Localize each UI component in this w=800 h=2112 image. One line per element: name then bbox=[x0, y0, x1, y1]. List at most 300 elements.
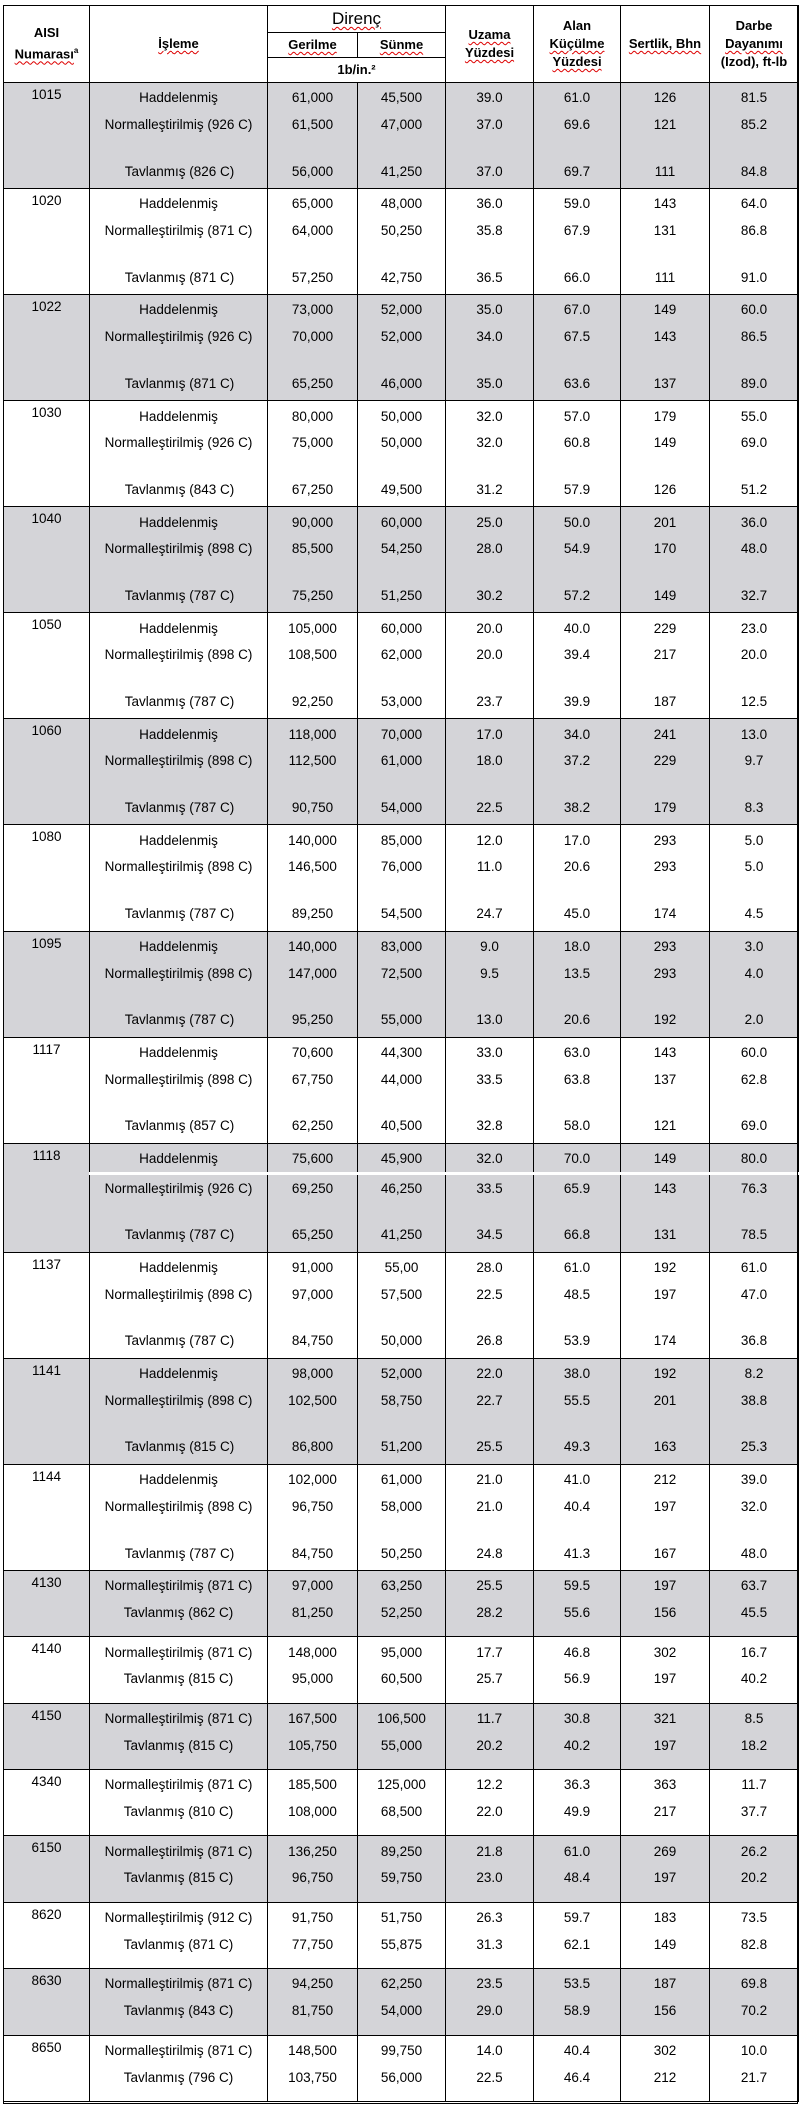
table-row bbox=[4, 1799, 799, 1836]
steel-group-6150 bbox=[4, 1836, 799, 1902]
hardness-cell: 201 bbox=[621, 507, 710, 536]
elongation-cell: 21.8 bbox=[446, 1836, 534, 1865]
yield-cell: 55,875 bbox=[358, 1931, 446, 1968]
impact-cell: 48.0 bbox=[710, 536, 799, 583]
aisi-number: 1141 bbox=[4, 1358, 90, 1464]
table-row bbox=[4, 507, 799, 536]
steel-group-1117 bbox=[4, 1037, 799, 1143]
tensile-cell: 81,750 bbox=[268, 1998, 358, 2035]
aisi-number: 8630 bbox=[4, 1969, 90, 2035]
process-cell: Haddelenmiş bbox=[90, 401, 268, 430]
yield-cell: 58,750 bbox=[358, 1387, 446, 1434]
table-row bbox=[4, 1143, 799, 1174]
table-row bbox=[4, 1464, 799, 1493]
elongation-cell: 25.0 bbox=[446, 507, 534, 536]
elongation-cell: 22.5 bbox=[446, 2064, 534, 2101]
elongation-cell: 25.5 bbox=[446, 1570, 534, 1599]
impact-cell: 55.0 bbox=[710, 401, 799, 430]
area-reduction-cell: 49.9 bbox=[534, 1799, 621, 1836]
aisi-number: 1015 bbox=[4, 83, 90, 189]
yield-cell: 62,000 bbox=[358, 642, 446, 689]
process-cell: Tavlanmış (787 C) bbox=[90, 583, 268, 613]
impact-cell: 84.8 bbox=[710, 158, 799, 188]
tensile-cell: 75,000 bbox=[268, 430, 358, 477]
tensile-cell: 148,000 bbox=[268, 1637, 358, 1666]
impact-cell: 8.3 bbox=[710, 795, 799, 825]
process-cell: Tavlanmış (787 C) bbox=[90, 1222, 268, 1252]
header-aisi-line2: Numarası bbox=[14, 46, 74, 62]
area-reduction-cell: 17.0 bbox=[534, 825, 621, 854]
elongation-cell: 28.2 bbox=[446, 1600, 534, 1637]
tensile-cell: 89,250 bbox=[268, 901, 358, 931]
process-cell: Tavlanmış (826 C) bbox=[90, 158, 268, 188]
table-row bbox=[4, 1540, 799, 1570]
impact-cell: 45.5 bbox=[710, 1600, 799, 1637]
yield-cell: 45,900 bbox=[358, 1143, 446, 1174]
table-row bbox=[4, 158, 799, 188]
process-cell: Haddelenmiş bbox=[90, 507, 268, 536]
process-cell: Tavlanmış (810 C) bbox=[90, 1799, 268, 1836]
elongation-cell: 17.0 bbox=[446, 719, 534, 748]
tensile-cell: 118,000 bbox=[268, 719, 358, 748]
process-cell: Normalleştirilmiş (926 C) bbox=[90, 1174, 268, 1222]
hardness-cell: 143 bbox=[621, 1037, 710, 1066]
process-cell: Haddelenmiş bbox=[90, 613, 268, 642]
area-reduction-cell: 57.0 bbox=[534, 401, 621, 430]
process-cell: Normalleştirilmiş (926 C) bbox=[90, 430, 268, 477]
elongation-cell: 37.0 bbox=[446, 158, 534, 188]
impact-cell: 63.7 bbox=[710, 1570, 799, 1599]
elongation-cell: 36.0 bbox=[446, 189, 534, 218]
yield-cell: 68,500 bbox=[358, 1799, 446, 1836]
table-row bbox=[4, 1770, 799, 1799]
aisi-number: 1050 bbox=[4, 613, 90, 719]
table-row bbox=[4, 1931, 799, 1968]
area-reduction-cell: 39.9 bbox=[534, 689, 621, 719]
tensile-cell: 167,500 bbox=[268, 1703, 358, 1732]
impact-cell: 86.8 bbox=[710, 218, 799, 265]
hardness-cell: 137 bbox=[621, 1066, 710, 1113]
hardness-cell: 167 bbox=[621, 1540, 710, 1570]
yield-cell: 55,000 bbox=[358, 1732, 446, 1769]
hardness-cell: 293 bbox=[621, 931, 710, 960]
table-row bbox=[4, 613, 799, 642]
elongation-cell: 35.0 bbox=[446, 371, 534, 401]
area-reduction-cell: 61.0 bbox=[534, 1252, 621, 1281]
impact-cell: 37.7 bbox=[710, 1799, 799, 1836]
tensile-cell: 140,000 bbox=[268, 931, 358, 960]
tensile-cell: 147,000 bbox=[268, 960, 358, 1007]
tensile-cell: 70,000 bbox=[268, 324, 358, 371]
area-reduction-cell: 67.9 bbox=[534, 218, 621, 265]
header-aisi bbox=[4, 6, 90, 83]
process-cell: Normalleştirilmiş (871 C) bbox=[90, 1770, 268, 1799]
process-cell: Normalleştirilmiş (898 C) bbox=[90, 1387, 268, 1434]
steel-group-8650 bbox=[4, 2035, 799, 2101]
yield-cell: 44,000 bbox=[358, 1066, 446, 1113]
area-reduction-cell: 13.5 bbox=[534, 960, 621, 1007]
hardness-cell: 131 bbox=[621, 218, 710, 265]
tensile-cell: 96,750 bbox=[268, 1865, 358, 1902]
aisi-number: 4130 bbox=[4, 1570, 90, 1636]
area-reduction-cell: 38.2 bbox=[534, 795, 621, 825]
impact-cell: 32.0 bbox=[710, 1494, 799, 1541]
hardness-cell: 163 bbox=[621, 1434, 710, 1464]
process-cell: Tavlanmış (871 C) bbox=[90, 1931, 268, 1968]
yield-cell: 51,750 bbox=[358, 1902, 446, 1931]
process-cell: Haddelenmiş bbox=[90, 931, 268, 960]
area-reduction-cell: 61.0 bbox=[534, 83, 621, 112]
table-row bbox=[4, 1494, 799, 1541]
yield-cell: 54,250 bbox=[358, 536, 446, 583]
table-row bbox=[4, 1007, 799, 1037]
aisi-number: 8620 bbox=[4, 1902, 90, 1968]
area-reduction-cell: 65.9 bbox=[534, 1174, 621, 1222]
steel-group-1040 bbox=[4, 507, 799, 613]
process-cell: Normalleştirilmiş (871 C) bbox=[90, 1637, 268, 1666]
tensile-cell: 97,000 bbox=[268, 1570, 358, 1599]
yield-cell: 47,000 bbox=[358, 112, 446, 159]
table-row bbox=[4, 689, 799, 719]
elongation-cell: 33.0 bbox=[446, 1037, 534, 1066]
area-reduction-cell: 63.0 bbox=[534, 1037, 621, 1066]
steel-group-4340 bbox=[4, 1770, 799, 1836]
yield-cell: 56,000 bbox=[358, 2064, 446, 2101]
process-cell: Normalleştirilmiş (898 C) bbox=[90, 1281, 268, 1328]
area-reduction-cell: 40.0 bbox=[534, 613, 621, 642]
process-cell: Tavlanmış (857 C) bbox=[90, 1113, 268, 1143]
steel-group-1015 bbox=[4, 83, 799, 189]
yield-cell: 51,250 bbox=[358, 583, 446, 613]
elongation-cell: 18.0 bbox=[446, 748, 534, 795]
area-reduction-cell: 63.8 bbox=[534, 1066, 621, 1113]
yield-cell: 54,500 bbox=[358, 901, 446, 931]
tensile-cell: 70,600 bbox=[268, 1037, 358, 1066]
elongation-cell: 20.0 bbox=[446, 642, 534, 689]
hardness-cell: 197 bbox=[621, 1570, 710, 1599]
yield-cell: 63,250 bbox=[358, 1570, 446, 1599]
impact-cell: 64.0 bbox=[710, 189, 799, 218]
hardness-cell: 131 bbox=[621, 1222, 710, 1252]
yield-cell: 52,000 bbox=[358, 1358, 446, 1387]
elongation-cell: 29.0 bbox=[446, 1998, 534, 2035]
process-cell: Normalleştirilmiş (898 C) bbox=[90, 854, 268, 901]
impact-cell: 23.0 bbox=[710, 613, 799, 642]
hardness-cell: 137 bbox=[621, 371, 710, 401]
hardness-cell: 217 bbox=[621, 1799, 710, 1836]
process-cell: Normalleştirilmiş (898 C) bbox=[90, 536, 268, 583]
elongation-cell: 11.7 bbox=[446, 1703, 534, 1732]
tensile-cell: 67,250 bbox=[268, 477, 358, 507]
table-row bbox=[4, 189, 799, 218]
steel-group-1144 bbox=[4, 1464, 799, 1570]
table-row bbox=[4, 401, 799, 430]
area-reduction-cell: 40.2 bbox=[534, 1732, 621, 1769]
tensile-cell: 146,500 bbox=[268, 854, 358, 901]
hardness-cell: 192 bbox=[621, 1358, 710, 1387]
yield-cell: 62,250 bbox=[358, 1969, 446, 1998]
yield-cell: 50,250 bbox=[358, 218, 446, 265]
process-cell: Normalleştirilmiş (871 C) bbox=[90, 2035, 268, 2064]
aisi-number: 4140 bbox=[4, 1637, 90, 1703]
process-cell: Tavlanmış (787 C) bbox=[90, 1007, 268, 1037]
impact-cell: 10.0 bbox=[710, 2035, 799, 2064]
process-cell: Haddelenmiş bbox=[90, 189, 268, 218]
impact-cell: 25.3 bbox=[710, 1434, 799, 1464]
elongation-cell: 14.0 bbox=[446, 2035, 534, 2064]
impact-cell: 8.5 bbox=[710, 1703, 799, 1732]
tensile-cell: 67,750 bbox=[268, 1066, 358, 1113]
process-cell: Tavlanmış (862 C) bbox=[90, 1600, 268, 1637]
area-reduction-cell: 40.4 bbox=[534, 2035, 621, 2064]
elongation-cell: 21.0 bbox=[446, 1494, 534, 1541]
hardness-cell: 192 bbox=[621, 1007, 710, 1037]
tensile-cell: 77,750 bbox=[268, 1931, 358, 1968]
table-row bbox=[4, 264, 799, 294]
yield-cell: 72,500 bbox=[358, 960, 446, 1007]
tensile-cell: 56,000 bbox=[268, 158, 358, 188]
hardness-cell: 170 bbox=[621, 536, 710, 583]
elongation-cell: 23.5 bbox=[446, 1969, 534, 1998]
yield-cell: 52,000 bbox=[358, 295, 446, 324]
hardness-cell: 293 bbox=[621, 854, 710, 901]
tensile-cell: 140,000 bbox=[268, 825, 358, 854]
area-reduction-cell: 60.8 bbox=[534, 430, 621, 477]
hardness-cell: 174 bbox=[621, 1328, 710, 1358]
aisi-number: 1095 bbox=[4, 931, 90, 1037]
table-row bbox=[4, 1328, 799, 1358]
impact-cell: 4.5 bbox=[710, 901, 799, 931]
hardness-cell: 179 bbox=[621, 401, 710, 430]
area-reduction-cell: 70.0 bbox=[534, 1143, 621, 1174]
yield-cell: 59,750 bbox=[358, 1865, 446, 1902]
impact-cell: 20.2 bbox=[710, 1865, 799, 1902]
elongation-cell: 22.5 bbox=[446, 795, 534, 825]
table-row bbox=[4, 1252, 799, 1281]
tensile-cell: 94,250 bbox=[268, 1969, 358, 1998]
elongation-cell: 34.0 bbox=[446, 324, 534, 371]
tensile-cell: 98,000 bbox=[268, 1358, 358, 1387]
area-reduction-cell: 62.1 bbox=[534, 1931, 621, 1968]
steel-group-1060 bbox=[4, 719, 799, 825]
impact-cell: 2.0 bbox=[710, 1007, 799, 1037]
elongation-cell: 12.2 bbox=[446, 1770, 534, 1799]
hardness-cell: 126 bbox=[621, 83, 710, 112]
steel-group-4140 bbox=[4, 1637, 799, 1703]
steel-group-1095 bbox=[4, 931, 799, 1037]
area-reduction-cell: 67.0 bbox=[534, 295, 621, 324]
impact-cell: 69.0 bbox=[710, 1113, 799, 1143]
impact-cell: 20.0 bbox=[710, 642, 799, 689]
process-cell: Haddelenmiş bbox=[90, 1464, 268, 1493]
elongation-cell: 31.2 bbox=[446, 477, 534, 507]
elongation-cell: 24.7 bbox=[446, 901, 534, 931]
elongation-cell: 9.0 bbox=[446, 931, 534, 960]
area-reduction-cell: 30.8 bbox=[534, 1703, 621, 1732]
table-row bbox=[4, 795, 799, 825]
tensile-cell: 95,000 bbox=[268, 1666, 358, 1703]
steel-group-1141 bbox=[4, 1358, 799, 1464]
aisi-number: 1080 bbox=[4, 825, 90, 931]
impact-cell: 21.7 bbox=[710, 2064, 799, 2101]
process-cell: Haddelenmiş bbox=[90, 719, 268, 748]
aisi-number: 1137 bbox=[4, 1252, 90, 1358]
table-row bbox=[4, 2064, 799, 2101]
tensile-cell: 62,250 bbox=[268, 1113, 358, 1143]
table-row bbox=[4, 1998, 799, 2035]
process-cell: Tavlanmış (787 C) bbox=[90, 1328, 268, 1358]
tensile-cell: 102,500 bbox=[268, 1387, 358, 1434]
area-reduction-cell: 66.0 bbox=[534, 264, 621, 294]
impact-cell: 12.5 bbox=[710, 689, 799, 719]
process-cell: Normalleştirilmiş (871 C) bbox=[90, 1570, 268, 1599]
yield-cell: 50,250 bbox=[358, 1540, 446, 1570]
yield-cell: 46,250 bbox=[358, 1174, 446, 1222]
area-reduction-cell: 45.0 bbox=[534, 901, 621, 931]
process-cell: Tavlanmış (787 C) bbox=[90, 901, 268, 931]
steel-group-1030 bbox=[4, 401, 799, 507]
steel-group-1080 bbox=[4, 825, 799, 931]
elongation-cell: 25.7 bbox=[446, 1666, 534, 1703]
impact-cell: 40.2 bbox=[710, 1666, 799, 1703]
yield-cell: 70,000 bbox=[358, 719, 446, 748]
hardness-cell: 126 bbox=[621, 477, 710, 507]
table-row bbox=[4, 1570, 799, 1599]
hardness-cell: 192 bbox=[621, 1252, 710, 1281]
tensile-cell: 102,000 bbox=[268, 1464, 358, 1493]
elongation-cell: 22.0 bbox=[446, 1799, 534, 1836]
tensile-cell: 90,750 bbox=[268, 795, 358, 825]
yield-cell: 85,000 bbox=[358, 825, 446, 854]
tensile-cell: 65,000 bbox=[268, 189, 358, 218]
steel-group-1022 bbox=[4, 295, 799, 401]
impact-cell: 91.0 bbox=[710, 264, 799, 294]
table-row bbox=[4, 430, 799, 477]
steel-group-4130 bbox=[4, 1570, 799, 1636]
table-row bbox=[4, 748, 799, 795]
elongation-cell: 22.7 bbox=[446, 1387, 534, 1434]
area-reduction-cell: 41.0 bbox=[534, 1464, 621, 1493]
area-reduction-cell: 56.9 bbox=[534, 1666, 621, 1703]
table-row bbox=[4, 1222, 799, 1252]
area-reduction-cell: 66.8 bbox=[534, 1222, 621, 1252]
hardness-cell: 183 bbox=[621, 1902, 710, 1931]
process-cell: Tavlanmış (815 C) bbox=[90, 1865, 268, 1902]
table-row bbox=[4, 1037, 799, 1066]
process-cell: Normalleştirilmiş (871 C) bbox=[90, 1969, 268, 1998]
process-cell: Tavlanmış (787 C) bbox=[90, 795, 268, 825]
tensile-cell: 84,750 bbox=[268, 1540, 358, 1570]
area-reduction-cell: 37.2 bbox=[534, 748, 621, 795]
tensile-cell: 108,500 bbox=[268, 642, 358, 689]
aisi-number: 1144 bbox=[4, 1464, 90, 1570]
impact-cell: 5.0 bbox=[710, 825, 799, 854]
impact-cell: 69.8 bbox=[710, 1969, 799, 1998]
table-row bbox=[4, 477, 799, 507]
hardness-cell: 293 bbox=[621, 960, 710, 1007]
table-row bbox=[4, 1703, 799, 1732]
area-reduction-cell: 48.4 bbox=[534, 1865, 621, 1902]
header-strength-group: Direnç bbox=[268, 6, 446, 33]
table-row bbox=[4, 83, 799, 112]
elongation-cell: 9.5 bbox=[446, 960, 534, 1007]
table-row bbox=[4, 854, 799, 901]
area-reduction-cell: 67.5 bbox=[534, 324, 621, 371]
area-reduction-cell: 59.0 bbox=[534, 189, 621, 218]
steel-properties-table bbox=[3, 5, 799, 2102]
table-row bbox=[4, 218, 799, 265]
yield-cell: 49,500 bbox=[358, 477, 446, 507]
hardness-cell: 293 bbox=[621, 825, 710, 854]
table-row bbox=[4, 1732, 799, 1769]
yield-cell: 76,000 bbox=[358, 854, 446, 901]
elongation-cell: 20.0 bbox=[446, 613, 534, 642]
elongation-cell: 11.0 bbox=[446, 854, 534, 901]
table-row bbox=[4, 1637, 799, 1666]
yield-cell: 46,000 bbox=[358, 371, 446, 401]
tensile-cell: 91,000 bbox=[268, 1252, 358, 1281]
yield-cell: 50,000 bbox=[358, 430, 446, 477]
impact-cell: 8.2 bbox=[710, 1358, 799, 1387]
table-row bbox=[4, 1836, 799, 1865]
area-reduction-cell: 59.5 bbox=[534, 1570, 621, 1599]
yield-cell: 89,250 bbox=[358, 1836, 446, 1865]
process-cell: Tavlanmış (815 C) bbox=[90, 1666, 268, 1703]
impact-cell: 39.0 bbox=[710, 1464, 799, 1493]
aisi-number: 1040 bbox=[4, 507, 90, 613]
header-impact: Darbe Dayanımı (Izod), ft-lb bbox=[710, 6, 799, 83]
yield-cell: 48,000 bbox=[358, 189, 446, 218]
yield-cell: 51,200 bbox=[358, 1434, 446, 1464]
yield-cell: 41,250 bbox=[358, 1222, 446, 1252]
elongation-cell: 21.0 bbox=[446, 1464, 534, 1493]
tensile-cell: 57,250 bbox=[268, 264, 358, 294]
hardness-cell: 187 bbox=[621, 1969, 710, 1998]
process-cell: Normalleştirilmiş (912 C) bbox=[90, 1902, 268, 1931]
elongation-cell: 33.5 bbox=[446, 1066, 534, 1113]
area-reduction-cell: 58.0 bbox=[534, 1113, 621, 1143]
table-row bbox=[4, 1865, 799, 1902]
impact-cell: 48.0 bbox=[710, 1540, 799, 1570]
yield-cell: 83,000 bbox=[358, 931, 446, 960]
tensile-cell: 75,250 bbox=[268, 583, 358, 613]
table-row bbox=[4, 1434, 799, 1464]
yield-cell: 50,000 bbox=[358, 401, 446, 430]
yield-cell: 53,000 bbox=[358, 689, 446, 719]
table-row bbox=[4, 719, 799, 748]
process-cell: Normalleştirilmiş (898 C) bbox=[90, 1066, 268, 1113]
yield-cell: 55,00 bbox=[358, 1252, 446, 1281]
yield-cell: 57,500 bbox=[358, 1281, 446, 1328]
process-cell: Tavlanmış (787 C) bbox=[90, 1540, 268, 1570]
process-cell: Haddelenmiş bbox=[90, 83, 268, 112]
elongation-cell: 39.0 bbox=[446, 83, 534, 112]
steel-group-1118 bbox=[4, 1143, 799, 1252]
tensile-cell: 95,250 bbox=[268, 1007, 358, 1037]
table-header bbox=[4, 6, 799, 83]
process-cell: Tavlanmış (787 C) bbox=[90, 689, 268, 719]
tensile-cell: 92,250 bbox=[268, 689, 358, 719]
impact-cell: 60.0 bbox=[710, 295, 799, 324]
process-cell: Tavlanmış (796 C) bbox=[90, 2064, 268, 2101]
tensile-cell: 108,000 bbox=[268, 1799, 358, 1836]
table-row bbox=[4, 901, 799, 931]
yield-cell: 60,000 bbox=[358, 613, 446, 642]
yield-cell: 55,000 bbox=[358, 1007, 446, 1037]
process-cell: Normalleştirilmiş (898 C) bbox=[90, 748, 268, 795]
process-cell: Normalleştirilmiş (926 C) bbox=[90, 324, 268, 371]
aisi-number: 1022 bbox=[4, 295, 90, 401]
